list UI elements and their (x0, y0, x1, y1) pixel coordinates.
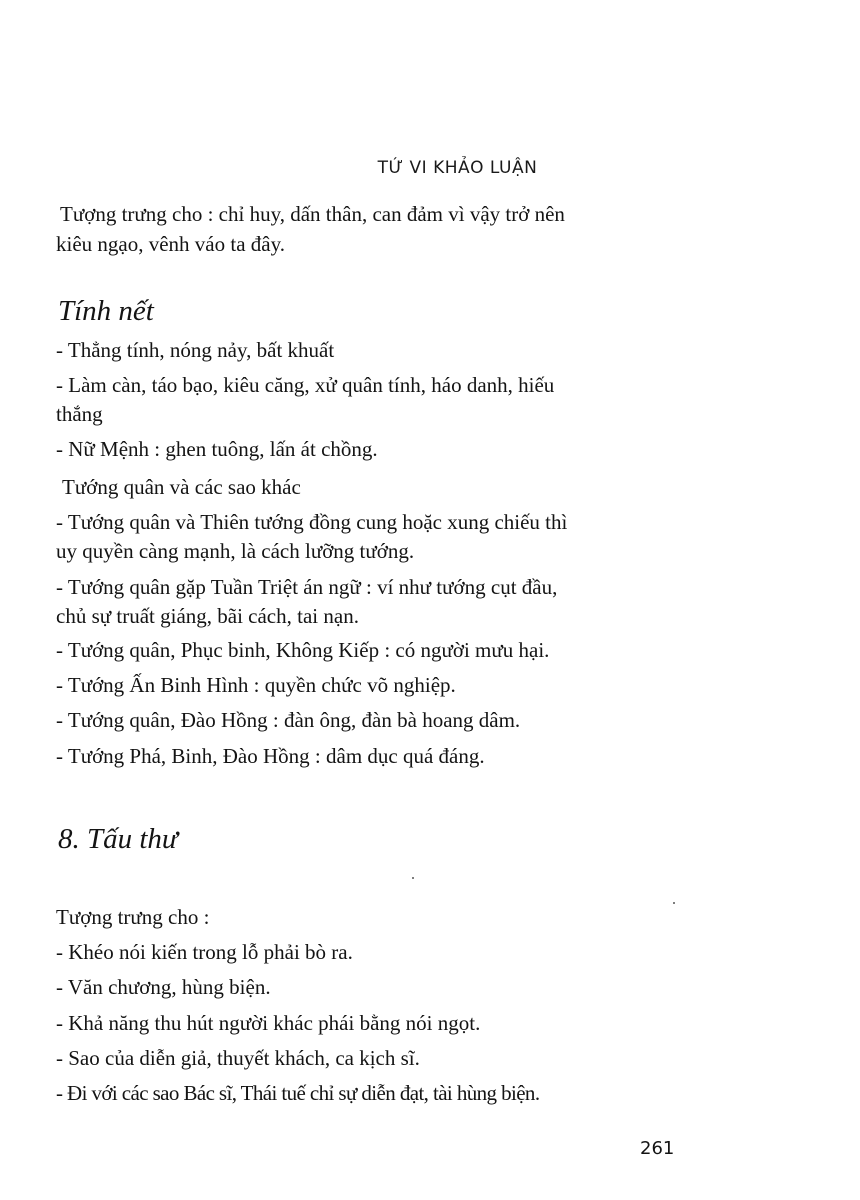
section-heading-tinh-net: Tính nết (58, 295, 154, 327)
speck (412, 877, 414, 879)
text-line: - Tướng quân, Đào Hồng : đàn ông, đàn bà hoang dâm. (56, 708, 521, 732)
intro-line-1: Tượng trưng cho : chỉ huy, dấn thân, can đảm vì vậy trở nên (60, 202, 565, 226)
text-line: - Tướng quân và Thiên tướng đồng cung hoặc xung chiếu thì (56, 510, 568, 534)
text-line: - Văn chương, hùng biện. (56, 975, 271, 999)
speck (673, 902, 675, 904)
text-line: - Tướng Ấn Binh Hình : quyền chức võ nghiệp. (56, 673, 456, 697)
text-line: - Nữ Mệnh : ghen tuông, lấn át chồng. (56, 437, 378, 461)
text-line: uy quyền càng mạnh, là cách lưỡng tướng. (56, 539, 415, 563)
text-line: - Thẳng tính, nóng nảy, bất khuất (56, 338, 335, 362)
running-head: TỨ VI KHẢO LUẬN (377, 158, 538, 178)
intro-line-2: kiêu ngạo, vênh váo ta đây. (56, 232, 285, 256)
page-number: 261 (640, 1138, 675, 1159)
text-line: - Tướng Phá, Binh, Đào Hồng : dâm dục quá đáng. (56, 744, 485, 768)
text-line: - Đi với các sao Bác sĩ, Thái tuế chỉ sự diễn đạt, tài hùng biện. (56, 1081, 540, 1105)
subheading-tuong-quan: Tướng quân và các sao khác (62, 475, 301, 499)
text-line: chủ sự truất giáng, bãi cách, tai nạn. (56, 604, 359, 628)
text-line: - Làm càn, táo bạo, kiêu căng, xử quân tính, háo danh, hiếu (56, 373, 555, 397)
section-heading-tau-thu: 8. Tấu thư (58, 823, 178, 855)
text-line: - Sao của diễn giả, thuyết khách, ca kịch sĩ. (56, 1046, 420, 1070)
text-line: - Khéo nói kiến trong lỗ phải bò ra. (56, 940, 353, 964)
text-line: - Tướng quân gặp Tuần Triệt án ngữ : ví như tướng cụt đầu, (56, 575, 558, 599)
text-line: Tượng trưng cho : (56, 905, 210, 929)
text-line: - Tướng quân, Phục binh, Không Kiếp : có người mưu hại. (56, 638, 550, 662)
text-line: - Khả năng thu hút người khác phái bằng nói ngọt. (56, 1011, 481, 1035)
text-line: thắng (56, 402, 103, 426)
